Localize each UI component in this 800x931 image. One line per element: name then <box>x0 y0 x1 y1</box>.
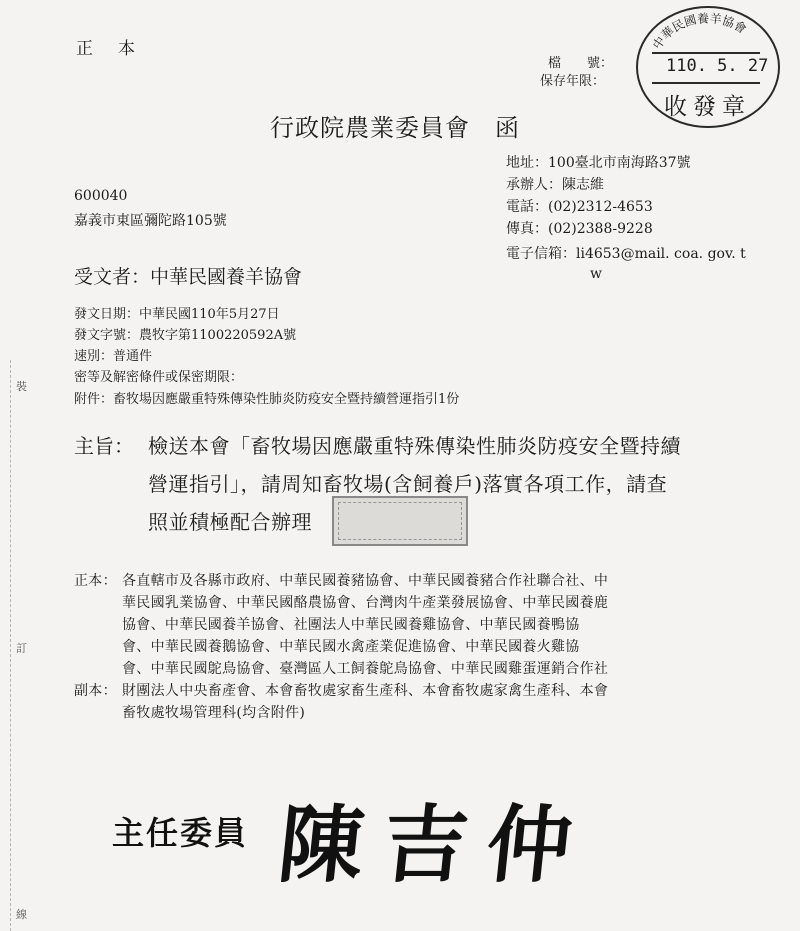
sender-email-wrap: w <box>590 266 602 282</box>
signatory-title: 主任委員 <box>112 814 249 852</box>
cc-copy-line: 畜牧處牧場管理科(均含附件) <box>122 705 306 721</box>
subject-line-1: 檢送本會「畜牧場因應嚴重特殊傳染性肺炎防疫安全暨持續 <box>148 434 681 458</box>
delivery-speed: 速別：普通件 <box>74 349 153 364</box>
cc-copy-line: 財團法人中央畜產會、本會畜牧處家畜生產科、本會畜牧處家禽生產科、本會 <box>122 683 609 699</box>
subject-label: 主旨： <box>74 434 134 458</box>
binding-line <box>10 360 11 931</box>
subject-line-3: 照並積極配合辦理 <box>148 510 312 534</box>
recipient-street: 嘉義市東區彌陀路105號 <box>74 213 227 229</box>
issue-date: 發文日期：中華民國110年5月27日 <box>74 307 280 322</box>
receipt-stamp-caption: 收發章 <box>664 94 751 120</box>
cc-main-label: 正本： <box>74 573 117 589</box>
cc-main-line: 華民國乳業協會、中華民國酪農協會、台灣肉牛產業發展協會、中華民國養鹿 <box>122 595 609 611</box>
sender-phone: 電話：(02)2312-4653 <box>506 199 653 215</box>
sender-fax: 傳真：(02)2388-9228 <box>506 221 653 237</box>
addressee: 受文者：中華民國養羊協會 <box>74 266 303 288</box>
attachment: 附件：畜牧場因應嚴重特殊傳染性肺炎防疫安全暨持續營運指引1份 <box>74 392 460 407</box>
binder-mark-line: 線 <box>16 908 27 921</box>
binder-mark-staple: 訂 <box>16 642 27 655</box>
copy-label: 正 本 <box>76 39 139 59</box>
binder-mark-bind: 裝 <box>16 380 27 393</box>
sender-address: 地址：100臺北市南海路37號 <box>506 155 691 171</box>
cc-main-line: 各直轄市及各縣市政府、中華民國養豬協會、中華民國養豬合作社聯合社、中 <box>122 573 609 589</box>
cc-copy-label: 副本： <box>74 683 117 699</box>
archive-no-label: 檔 號： <box>548 56 614 71</box>
receipt-stamp <box>636 6 780 128</box>
signatory-name: 陳吉仲 <box>274 795 597 894</box>
subject-line-2: 營運指引」，請周知畜牧場(含飼養戶)落實各項工作，請查 <box>148 472 668 496</box>
cc-main-line: 協會、中華民國養羊協會、社團法人中華民國養雞協會、中華民國養鴨協 <box>122 617 580 633</box>
retention-label: 保存年限： <box>540 74 606 89</box>
recipient-postal-code: 600040 <box>74 188 128 204</box>
receipt-stamp-date: 110. 5. 27 <box>666 56 769 76</box>
security-level: 密等及解密條件或保密期限： <box>74 370 244 385</box>
sender-email: 電子信箱：li4653@mail. coa. gov. t <box>506 246 746 262</box>
sender-contact: 承辦人：陳志維 <box>506 177 604 193</box>
receipt-stamp-org: 中華民國養羊協會 <box>649 11 749 52</box>
agency-title: 行政院農業委員會 函 <box>270 114 520 142</box>
issue-number: 發文字號：農牧字第1100220592A號 <box>74 328 297 343</box>
cc-main-line: 會、中華民國鴕鳥協會、臺灣區人工飼養鴕鳥協會、中華民國雞蛋運銷合作社 <box>122 661 609 677</box>
cc-main-line: 會、中華民國養鵝協會、中華民國水禽產業促進協會、中華民國養火雞協 <box>122 639 580 655</box>
agency-seal <box>332 496 468 546</box>
